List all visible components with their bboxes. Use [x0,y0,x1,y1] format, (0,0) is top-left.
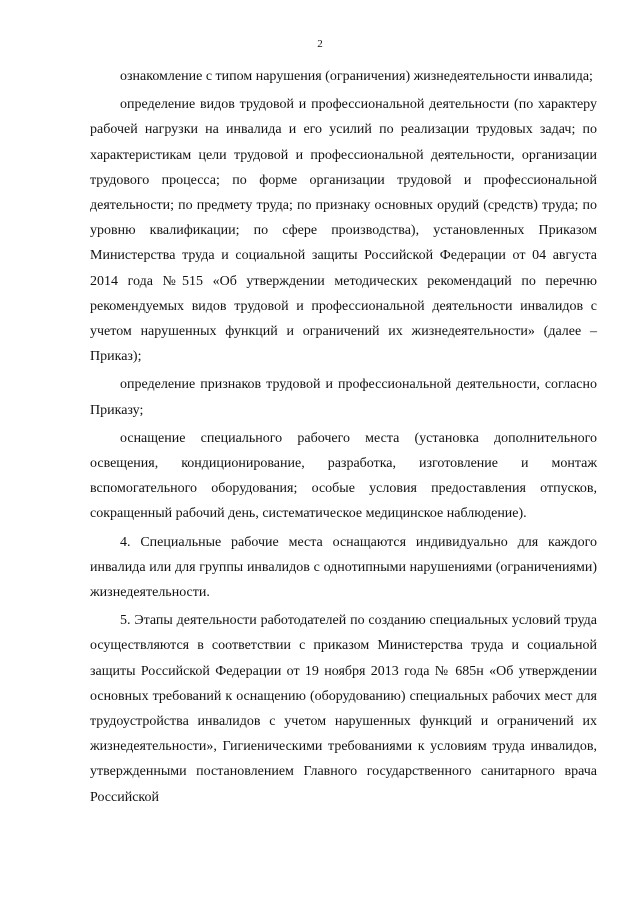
paragraph: 5. Этапы деятельности работодателей по созданию специальных условий труда осуществляются в соответствии с приказом Министерства труда и социальной защиты Российской Федерации от 19 ноября 2013 года № 685н «Об утверждении основных требований к оснащению (оборудованию) специальных рабочих мест для трудоустройства инвалидов с учетом нарушенных функций и ограничений их жизнедеятельности», Гигиеническими требованиями к условиям труда инвалидов, утвержденными постановлением Главного государственного санитарного врача Российской [90,613,597,805]
document-body [90,64,597,810]
paragraph: ознакомление с типом нарушения (ограничения) жизнедеятельности инвалида; [120,69,593,84]
page-number: 2 [317,38,323,50]
paragraph: оснащение специального рабочего места (установка дополнительного освещения, кондиционирование, разработка, изготовление и монтаж вспомогательного оборудования; особые условия предоставления отпусков, сокращенный рабочий день, систематическое медицинское наблюдение). [90,430,597,522]
paragraph: 4. Специальные рабочие места оснащаются индивидуально для каждого инвалида или для группы инвалидов с однотипными нарушениями (ограничениями) жизнедеятельности. [90,534,597,601]
paragraph: определение признаков трудовой и профессиональной деятельности, согласно Приказу; [90,377,597,418]
paragraph: определение видов трудовой и профессиональной деятельности (по характеру рабочей нагрузки на инвалида и его усилий по реализации трудовых задач; по характеристикам цели трудовой и профессиональной деятельности, организации трудового процесса; по форме организации трудовой и профессиональной деятельности; по предмету труда; по признаку основных орудий (средств) труда; по уровню квалификации; по сфере производства), установленных Приказом Министерства труда и социальной защиты Российской Федерации от 04 августа 2014 года №515 «Об утверждении методических рекомендаций по перечню рекомендуемых видов трудовой и профессиональной деятельности инвалидов с учетом нарушенных функций и ограничений их жизнедеятельности» (далее – Приказ); [90,97,597,365]
